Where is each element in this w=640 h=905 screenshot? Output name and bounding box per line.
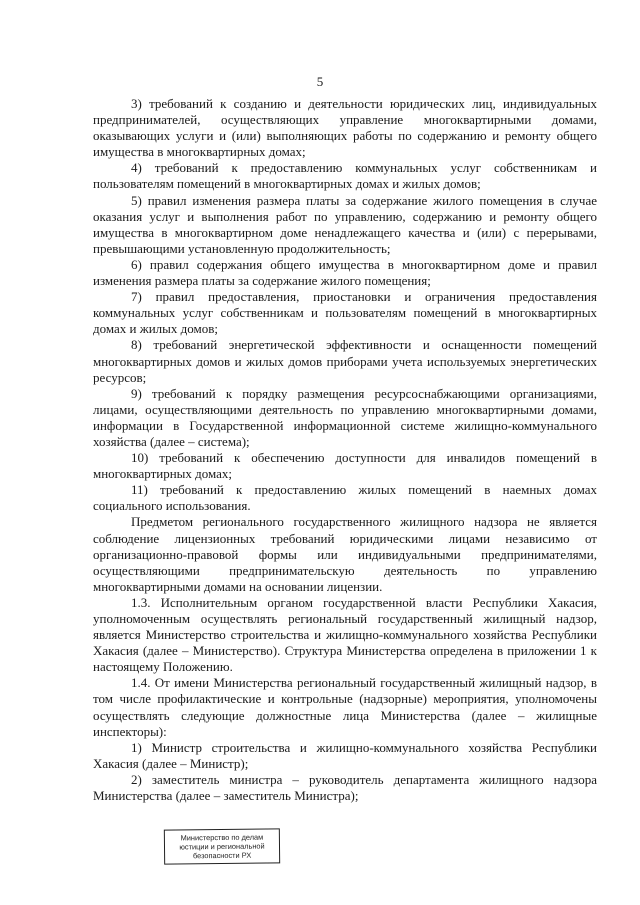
- paragraph-item-8: 8) требований энергетической эффективности и оснащенности помещений многоквартирных домов и жилых домов приборами учета используемых энергетических ресурсов;: [93, 337, 597, 385]
- paragraph-item-7: 7) правил предоставления, приостановки и ограничения предоставления коммунальных услуг собственникам и пользователям помещений в многоквартирных домах и жилых домов;: [93, 289, 597, 337]
- paragraph-item-3: 3) требований к созданию и деятельности юридических лиц, индивидуальных предпринимателей, осуществляющих управление многоквартирными домами, оказывающих услуги и (или) выполняющих работы по содержанию и ремонту общего имущества в многоквартирных домах;: [93, 96, 597, 160]
- paragraph-item-5: 5) правил изменения размера платы за содержание жилого помещения в случае оказания услуг и выполнения работ по управлению, содержанию и ремонту общего имущества в многоквартирном доме ненадлежащего качества и (или) с перерывами, превышающими установленную продолжительность;: [93, 192, 597, 256]
- stamp-line-3: безопасности РХ: [192, 850, 252, 861]
- document-body: [93, 96, 597, 804]
- paragraph-clause-1-3: 1.3. Исполнительным органом государственной власти Республики Хакасия, уполномоченным осуществлять региональный государственный жилищный надзор, является Министерство строительства и жилищно-коммунального хозяйства Республики Хакасия (далее – Министерство). Структура Министерства определена в приложении 1 к настоящему Положению.: [93, 594, 597, 675]
- ministry-stamp: [164, 828, 280, 864]
- stamp-line-2: юстиции и региональной: [179, 841, 265, 852]
- paragraph-officer-2: 2) заместитель министра – руководитель департамента жилищного надзора Министерства (далее – заместитель Министра);: [93, 771, 597, 804]
- paragraph-officer-1: 1) Министр строительства и жилищно-коммунального хозяйства Республики Хакасия (далее – Министр);: [93, 739, 597, 771]
- paragraph-item-9: 9) требований к порядку размещения ресурсоснабжающими организациями, лицами, осуществляющими деятельность по управлению многоквартирными домами, информации в Государственной информационной системе жилищно-коммунального хозяйства (далее – система);: [93, 385, 597, 449]
- paragraph-item-11: 11) требований к предоставлению жилых помещений в наемных домах социального использования.: [93, 482, 597, 514]
- page-number: 5: [316, 74, 324, 89]
- stamp-line-1: Министерство по делам: [180, 832, 264, 843]
- paragraph-item-4: 4) требований к предоставлению коммунальных услуг собственникам и пользователям помещений в многоквартирных домах и жилых домов;: [93, 160, 597, 192]
- paragraph-clause-1-4: 1.4. От имени Министерства региональный государственный жилищный надзор, в том числе профилактические и контрольные (надзорные) мероприятия, уполномочены осуществлять следующие должностные лица Министерства (далее – жилищные инспекторы):: [93, 675, 597, 739]
- paragraph-item-10: 10) требований к обеспечению доступности для инвалидов помещений в многоквартирных домах;: [93, 450, 597, 482]
- paragraph-item-6: 6) правил содержания общего имущества в многоквартирном доме и правил изменения размера платы за содержание жилого помещения;: [93, 256, 597, 289]
- paragraph-subject-exclusion: Предметом регионального государственного жилищного надзора не является соблюдение лицензионных требований юридическими лицами независимо от организационно-правовой формы или индивидуальными предпринимателями, осуществляющими предпринимательскую деятельность по управлению многоквартирными домами на основании лицензии.: [93, 514, 597, 594]
